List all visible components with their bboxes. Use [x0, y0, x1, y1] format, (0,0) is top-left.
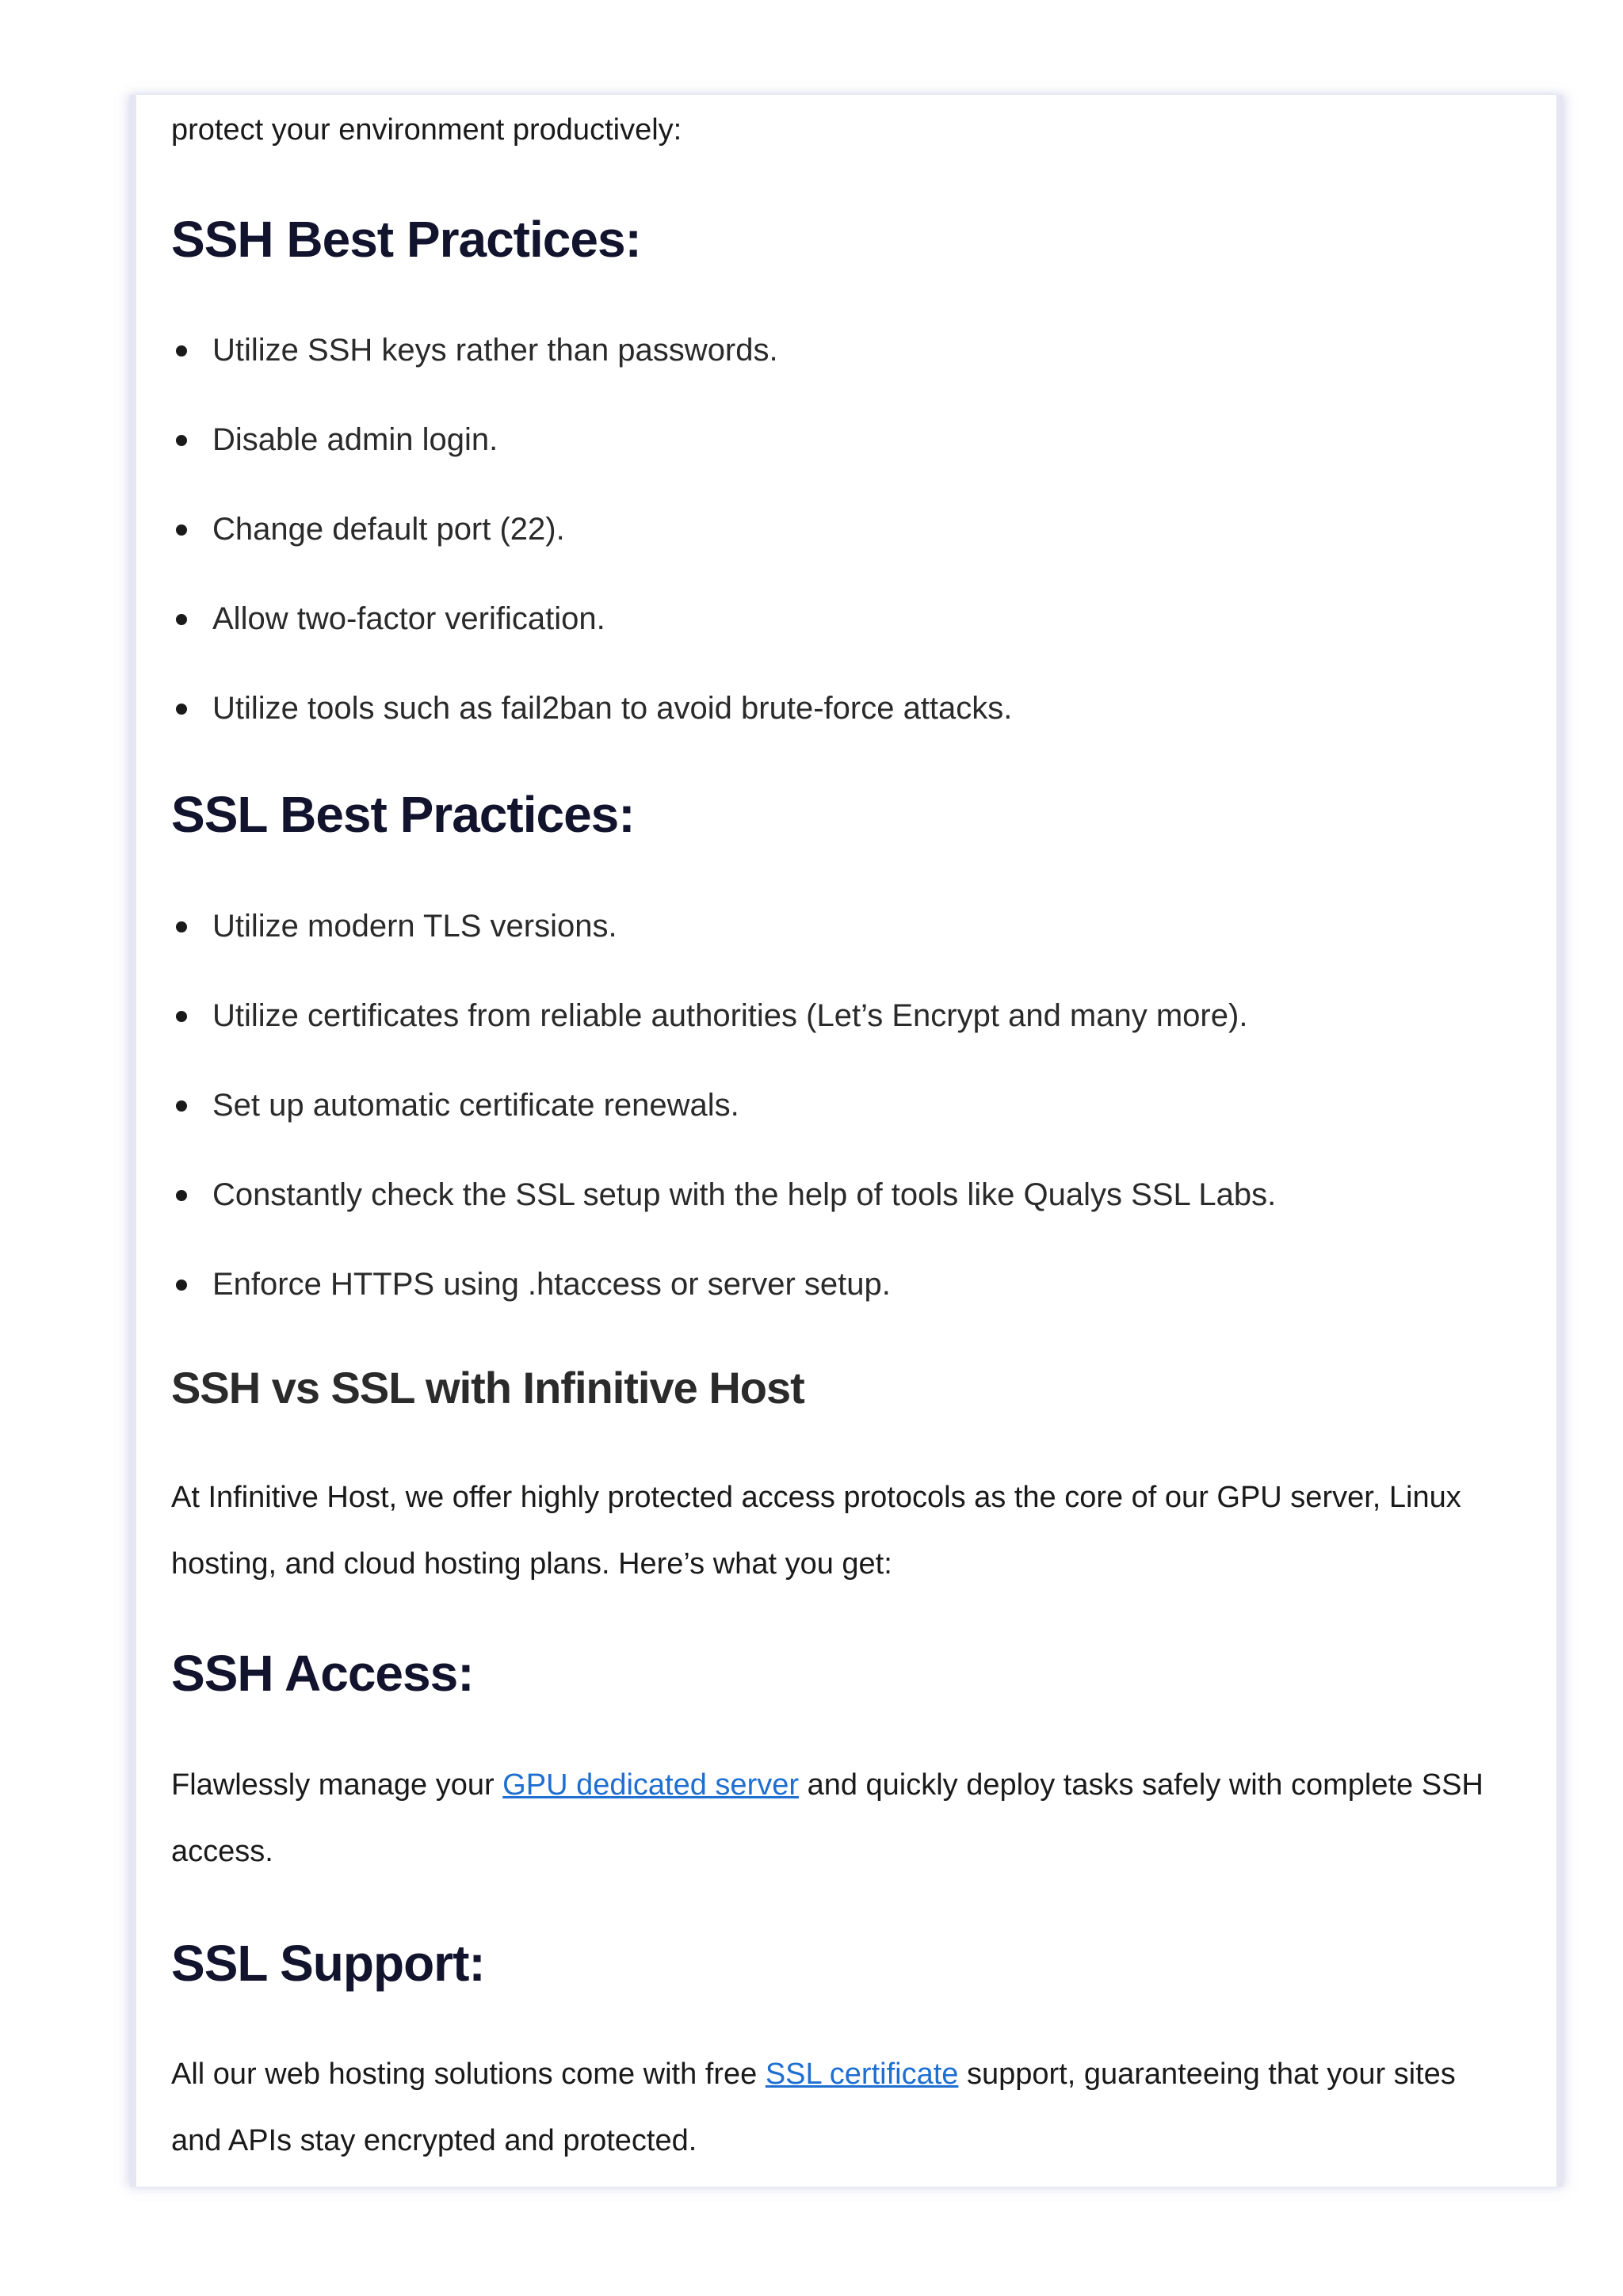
comparison-paragraph: At Infinitive Host, we offer highly protected access protocols as the core of our GPU server, Linux hosting, and cloud hosting plans. Here’s what you get: [171, 1481, 1461, 1581]
list-item: Allow two-factor verification. [171, 597, 1012, 686]
bullet-icon [176, 1100, 187, 1112]
list-item: Utilize SSH keys rather than passwords. [171, 328, 1012, 418]
ssl-support-heading: SSL Support: [171, 1935, 485, 1992]
ssh-best-practices-heading: SSH Best Practices: [171, 211, 641, 268]
bullet-icon [176, 1011, 187, 1022]
bullet-icon [176, 345, 187, 357]
list-item: Constantly check the SSL setup with the help of tools like Qualys SSL Labs. [171, 1173, 1276, 1262]
ssh-access-paragraph: Flawlessly manage your GPU dedicated server and quickly deploy tasks safely with complete SSH access. [171, 1768, 1484, 1868]
ssl-best-practices-heading: SSL Best Practices: [171, 786, 635, 843]
ssl-certificate-link[interactable]: SSL certificate [765, 2058, 959, 2091]
list-item: Set up automatic certificate renewals. [171, 1083, 1276, 1173]
ssh-access-heading: SSH Access: [171, 1645, 474, 1702]
list-item: Utilize certificates from reliable authorities (Let’s Encrypt and many more). [171, 994, 1276, 1083]
intro-text: protect your environment productively: [171, 113, 682, 147]
bullet-icon [176, 614, 187, 625]
list-item: Change default port (22). [171, 507, 1012, 597]
gpu-dedicated-server-link[interactable]: GPU dedicated server [502, 1768, 800, 1802]
ssl-support-paragraph: All our web hosting solutions come with free SSL certificate support, guaranteeing that your sites and APIs stay encrypted and protected. [171, 2058, 1456, 2157]
list-item: Utilize modern TLS versions. [171, 904, 1276, 994]
bullet-icon [176, 921, 187, 933]
list-item: Enforce HTTPS using .htaccess or server setup. [171, 1262, 1276, 1352]
bullet-icon [176, 435, 187, 446]
bullet-icon [176, 1190, 187, 1201]
bullet-icon [176, 524, 187, 536]
ssh-best-practices-list [171, 328, 1012, 776]
ssl-best-practices-list [171, 904, 1276, 1352]
list-item: Utilize tools such as fail2ban to avoid brute-force attacks. [171, 686, 1012, 776]
list-item: Disable admin login. [171, 418, 1012, 507]
bullet-icon [176, 704, 187, 715]
bullet-icon [176, 1280, 187, 1291]
comparison-heading: SSH vs SSL with Infinitive Host [171, 1363, 804, 1413]
